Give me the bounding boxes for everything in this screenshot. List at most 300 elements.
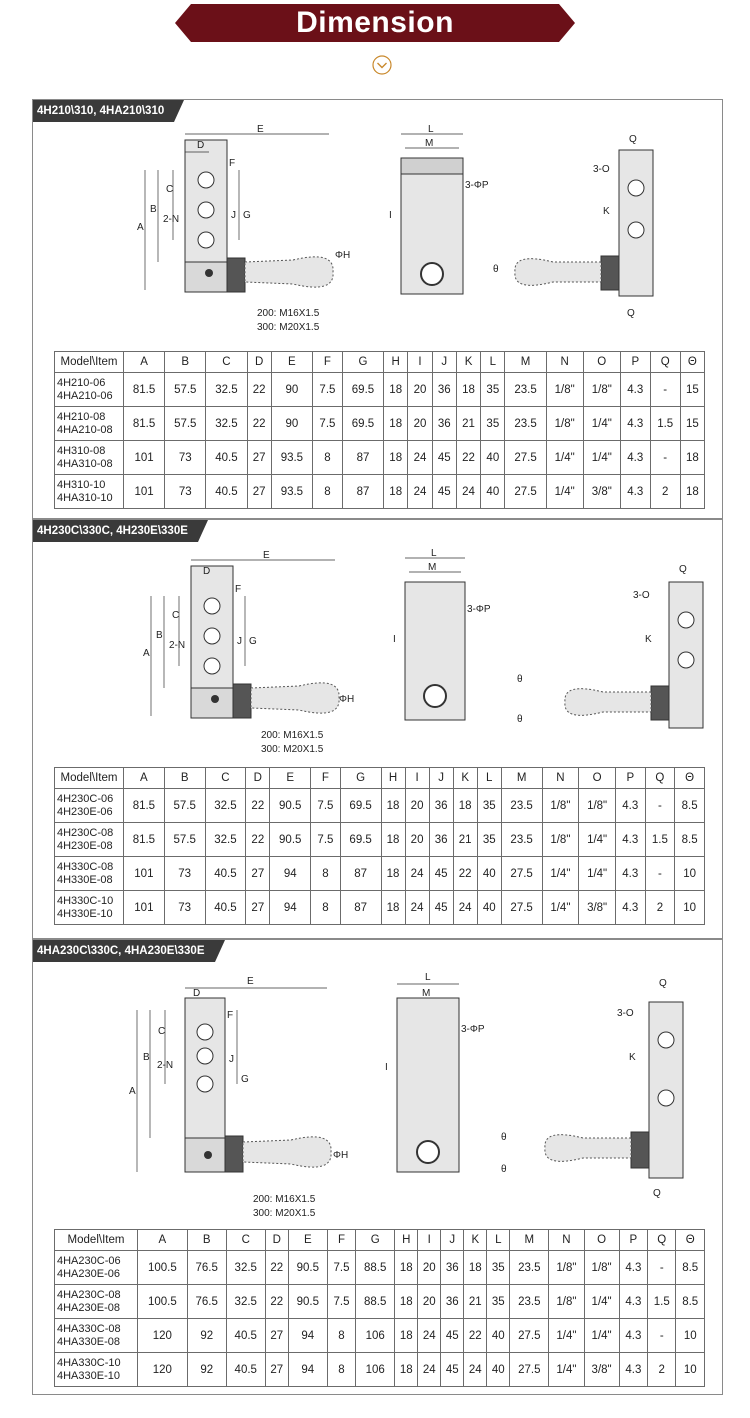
table-cell: 120 [138, 1319, 188, 1353]
col-header: K [456, 352, 480, 373]
table-cell: 24 [405, 891, 429, 925]
table-cell: 7.5 [311, 789, 341, 823]
table-cell: - [648, 1319, 676, 1353]
right-view [565, 582, 703, 728]
table-cell: - [650, 373, 680, 407]
table-cell: 4.3 [615, 891, 645, 925]
table-cell: 8.5 [675, 823, 705, 857]
dim-k: K [629, 1052, 636, 1063]
col-header: M [505, 352, 546, 373]
right-view [545, 1002, 683, 1178]
table-cell: 106 [356, 1319, 395, 1353]
table-cell: 27 [265, 1319, 288, 1353]
table-cell: 35 [481, 407, 505, 441]
table-cell: 1/4" [579, 823, 616, 857]
table-cell: 45 [441, 1319, 464, 1353]
dim-m: M [422, 988, 431, 999]
col-header: E [270, 768, 311, 789]
col-header: G [342, 352, 383, 373]
dim-h: ΦH [333, 1150, 349, 1161]
col-header: E [271, 352, 312, 373]
table-cell: 24 [408, 441, 432, 475]
table-cell: 8 [327, 1353, 355, 1387]
table-cell: 10 [676, 1319, 705, 1353]
col-header: N [542, 768, 579, 789]
model-cell: 4H210-06 4HA210-06 [55, 373, 124, 407]
table-cell: 18 [384, 475, 408, 509]
table-cell: 27 [265, 1353, 288, 1387]
table-cell: 100.5 [138, 1285, 188, 1319]
table-cell: 1/4" [542, 891, 579, 925]
page-title: Dimension [296, 6, 454, 39]
table-cell: 1.5 [650, 407, 680, 441]
table-cell: 120 [138, 1353, 188, 1387]
table-cell: 4.3 [615, 823, 645, 857]
table-cell: 4.3 [615, 857, 645, 891]
col-header: L [477, 768, 501, 789]
table-cell: 90 [271, 373, 312, 407]
table-cell: 24 [464, 1353, 487, 1387]
dim-g: G [249, 636, 257, 647]
dim-k: K [645, 634, 652, 645]
table-cell: 40 [477, 857, 501, 891]
table-cell: 3/8" [583, 475, 620, 509]
table-cell: 8.5 [675, 789, 705, 823]
table-cell: 4.3 [619, 1353, 647, 1387]
table-row [55, 823, 705, 857]
model-cell: 4H210-08 4HA210-08 [55, 407, 124, 441]
table-cell: 90.5 [270, 823, 311, 857]
table-cell: 40.5 [206, 441, 247, 475]
table-cell: 18 [453, 789, 477, 823]
table-cell: 45 [441, 1353, 464, 1387]
table-cell: 18 [384, 441, 408, 475]
table-cell: 20 [408, 373, 432, 407]
table-cell: 18 [384, 373, 408, 407]
col-header: B [165, 352, 206, 373]
table-cell: - [645, 857, 675, 891]
table-cell: 1/4" [546, 441, 583, 475]
table-cell: 87 [342, 475, 383, 509]
table-cell: 45 [429, 857, 453, 891]
dim-j: J [231, 210, 236, 221]
col-header: A [124, 352, 165, 373]
table-header-row [55, 768, 705, 789]
table-cell: 15 [680, 373, 704, 407]
table-cell: 1/4" [584, 1285, 619, 1319]
table-cell: 20 [408, 407, 432, 441]
dim-h: ΦH [339, 694, 355, 705]
dim-3o: 3-O [593, 164, 610, 175]
col-header: J [432, 352, 456, 373]
model-cell: 4H330C-08 4H330E-08 [55, 857, 124, 891]
section-tag: 4H210\310, 4HA210\310 [33, 100, 174, 122]
table-cell: 21 [456, 407, 480, 441]
table-cell: 22 [456, 441, 480, 475]
dim-2n: 2-N [157, 1060, 174, 1071]
table-cell: 40 [477, 891, 501, 925]
table-cell: 1/8" [546, 407, 583, 441]
table-cell: 40.5 [205, 857, 246, 891]
dim-q-top: Q [659, 978, 667, 989]
table-cell: 1/4" [546, 475, 583, 509]
col-header: Q [650, 352, 680, 373]
table-header-row [55, 352, 705, 373]
table-cell: 4.3 [620, 475, 650, 509]
dim-f: F [235, 584, 242, 595]
table-cell: 73 [165, 475, 206, 509]
table-cell: 24 [405, 857, 429, 891]
col-header: M [510, 1230, 549, 1251]
dim-2n: 2-N [169, 640, 186, 651]
table-cell: 22 [246, 789, 270, 823]
thread-label-200: 200: M16X1.5 [257, 308, 320, 319]
table-cell: 69.5 [340, 789, 381, 823]
table-cell: 7.5 [311, 823, 341, 857]
model-cell: 4HA230C-06 4HA230E-06 [55, 1251, 138, 1285]
col-header: G [340, 768, 381, 789]
model-cell: 4HA330C-10 4HA330E-10 [55, 1353, 138, 1387]
table-cell: 1/4" [583, 441, 620, 475]
col-header: N [549, 1230, 584, 1251]
table-cell: 1/8" [583, 373, 620, 407]
table-cell: 36 [429, 823, 453, 857]
dim-f: F [227, 1010, 234, 1021]
table-cell: 69.5 [340, 823, 381, 857]
table-cell: 73 [165, 441, 206, 475]
col-header: E [288, 1230, 327, 1251]
thread-label-200: 200: M16X1.5 [261, 730, 324, 741]
dim-theta: θ [493, 264, 499, 275]
table-cell: 88.5 [356, 1285, 395, 1319]
table-row [55, 1353, 705, 1387]
table-cell: 36 [441, 1251, 464, 1285]
dim-a: A [129, 1086, 136, 1097]
table-cell: 8 [312, 475, 342, 509]
table-cell: 24 [408, 475, 432, 509]
table-cell: 101 [124, 475, 165, 509]
table-cell: 57.5 [164, 789, 205, 823]
dim-l: L [428, 124, 434, 135]
col-header: M [501, 768, 542, 789]
col-header: I [408, 352, 432, 373]
thread-label-300: 300: M20X1.5 [253, 1208, 316, 1219]
dim-m: M [425, 138, 434, 149]
table-cell: 18 [384, 407, 408, 441]
section-tag: 4HA230C\330C, 4HA230E\330E [33, 940, 215, 962]
col-header: P [615, 768, 645, 789]
section-4ha230 [32, 939, 723, 1395]
table-cell: 27 [247, 441, 271, 475]
table-cell: 2 [650, 475, 680, 509]
table-cell: 15 [680, 407, 704, 441]
col-header: P [620, 352, 650, 373]
model-cell: 4H310-08 4HA310-08 [55, 441, 124, 475]
table-cell: 24 [418, 1319, 441, 1353]
table-row [55, 373, 705, 407]
table-cell: 88.5 [356, 1251, 395, 1285]
table-cell: 18 [395, 1353, 418, 1387]
table-cell: 45 [432, 441, 456, 475]
table-cell: 35 [487, 1251, 510, 1285]
table-cell: 73 [164, 857, 205, 891]
table-cell: 22 [265, 1285, 288, 1319]
table-cell: 20 [418, 1251, 441, 1285]
thread-label-300: 300: M20X1.5 [257, 322, 320, 333]
section-4h230 [32, 519, 723, 939]
dim-g: G [241, 1074, 249, 1085]
table-cell: 27.5 [505, 475, 546, 509]
table-cell: 93.5 [271, 475, 312, 509]
col-header: P [619, 1230, 647, 1251]
dim-j: J [237, 636, 242, 647]
col-header: H [381, 768, 405, 789]
col-header: N [546, 352, 583, 373]
table-cell: 20 [405, 789, 429, 823]
col-header: C [205, 768, 246, 789]
section-tag: 4H230C\330C, 4H230E\330E [33, 520, 198, 542]
table-cell: 40.5 [205, 891, 246, 925]
table-cell: 27 [247, 475, 271, 509]
table-cell: 40.5 [206, 475, 247, 509]
dim-c: C [158, 1026, 166, 1037]
table-cell: 101 [124, 857, 165, 891]
dim-theta-top: θ [517, 674, 523, 685]
dim-l: L [425, 972, 431, 983]
front-view [137, 988, 331, 1172]
table-cell: 81.5 [124, 789, 165, 823]
table-cell: 1/4" [584, 1319, 619, 1353]
table-cell: 106 [356, 1353, 395, 1387]
col-header: H [384, 352, 408, 373]
dim-h: ΦH [335, 250, 351, 261]
table-cell: 3/8" [584, 1353, 619, 1387]
dim-b: B [156, 630, 163, 641]
table-row [55, 789, 705, 823]
table-cell: 4.3 [619, 1319, 647, 1353]
front-view [145, 134, 333, 292]
table-cell: 1/4" [583, 407, 620, 441]
table-cell: 18 [381, 891, 405, 925]
col-header: I [418, 1230, 441, 1251]
table-cell: 8 [327, 1319, 355, 1353]
dim-q-bottom: Q [627, 308, 635, 319]
dim-c: C [166, 184, 174, 195]
table-cell: 90.5 [288, 1251, 327, 1285]
table-cell: 27.5 [510, 1353, 549, 1387]
table-cell: 90 [271, 407, 312, 441]
table-cell: 1/4" [549, 1319, 584, 1353]
table-cell: 4.3 [620, 373, 650, 407]
table-cell: 8 [311, 891, 341, 925]
table-cell: 4.3 [619, 1251, 647, 1285]
table-cell: 4.3 [620, 441, 650, 475]
table-cell: 57.5 [165, 407, 206, 441]
table-cell: 18 [381, 857, 405, 891]
table-row [55, 1319, 705, 1353]
table-cell: 94 [288, 1319, 327, 1353]
table-cell: 45 [432, 475, 456, 509]
col-header: H [395, 1230, 418, 1251]
table-cell: 23.5 [501, 789, 542, 823]
spec-table [54, 1229, 705, 1387]
dim-a: A [143, 648, 150, 659]
table-cell: 1/8" [549, 1285, 584, 1319]
table-cell: 76.5 [187, 1251, 226, 1285]
table-cell: 4.3 [619, 1285, 647, 1319]
table-cell: 10 [675, 857, 705, 891]
section-4h210 [32, 99, 723, 519]
table-cell: 18 [381, 789, 405, 823]
table-cell: 1/8" [542, 823, 579, 857]
dim-3o: 3-O [617, 1008, 634, 1019]
table-cell: 18 [395, 1285, 418, 1319]
model-cell: 4HA330C-08 4HA330E-08 [55, 1319, 138, 1353]
col-header: D [246, 768, 270, 789]
table-cell: 81.5 [124, 373, 165, 407]
col-header: O [583, 352, 620, 373]
table-cell: 18 [381, 823, 405, 857]
table-cell: 4.3 [615, 789, 645, 823]
dim-3p: 3-ΦP [461, 1024, 485, 1035]
table-cell: 22 [247, 407, 271, 441]
col-header: J [429, 768, 453, 789]
table-cell: 94 [270, 891, 311, 925]
table-cell: 101 [124, 891, 165, 925]
table-cell: 23.5 [501, 823, 542, 857]
table-cell: 20 [418, 1285, 441, 1319]
table-cell: 24 [418, 1353, 441, 1387]
col-header: D [247, 352, 271, 373]
table-cell: - [650, 441, 680, 475]
technical-drawing [33, 542, 724, 767]
col-header: A [124, 768, 165, 789]
dim-3p: 3-ΦP [467, 604, 491, 615]
right-view [515, 150, 653, 296]
col-header: D [265, 1230, 288, 1251]
table-cell: 57.5 [164, 823, 205, 857]
side-view [405, 558, 465, 720]
table-cell: 1/4" [579, 857, 616, 891]
dim-f: F [229, 158, 236, 169]
table-cell: 2 [645, 891, 675, 925]
col-header: C [206, 352, 247, 373]
side-view [401, 134, 463, 294]
table-cell: 18 [464, 1251, 487, 1285]
table-cell: 27.5 [505, 441, 546, 475]
table-cell: 35 [481, 373, 505, 407]
table-row [55, 1285, 705, 1319]
table-cell: 24 [453, 891, 477, 925]
table-cell: 27.5 [510, 1319, 549, 1353]
dim-g: G [243, 210, 251, 221]
table-cell: 20 [405, 823, 429, 857]
table-cell: 32.5 [226, 1251, 265, 1285]
table-cell: 32.5 [205, 823, 246, 857]
table-cell: 10 [675, 891, 705, 925]
table-cell: 7.5 [327, 1285, 355, 1319]
table-cell: 81.5 [124, 407, 165, 441]
dim-q-bottom: Q [653, 1188, 661, 1199]
table-cell: 23.5 [505, 407, 546, 441]
table-header-row [55, 1230, 705, 1251]
col-header: A [138, 1230, 188, 1251]
col-header: Q [645, 768, 675, 789]
front-view [151, 560, 339, 718]
table-cell: 40 [481, 475, 505, 509]
technical-drawing [33, 962, 724, 1224]
dim-b: B [150, 204, 157, 215]
table-cell: 90.5 [270, 789, 311, 823]
dim-q-top: Q [679, 564, 687, 575]
table-cell: 1/8" [579, 789, 616, 823]
table-cell: 87 [340, 857, 381, 891]
table-cell: 8.5 [676, 1285, 705, 1319]
model-cell: 4H230C-08 4H230E-08 [55, 823, 124, 857]
table-cell: 32.5 [226, 1285, 265, 1319]
col-header: L [487, 1230, 510, 1251]
table-cell: 1/4" [542, 857, 579, 891]
table-cell: 21 [464, 1285, 487, 1319]
dim-j: J [229, 1054, 234, 1065]
dim-l: L [431, 548, 437, 559]
table-cell: 18 [680, 441, 704, 475]
table-cell: 8 [312, 441, 342, 475]
table-cell: 81.5 [124, 823, 165, 857]
col-header: F [312, 352, 342, 373]
dim-d: D [197, 140, 205, 151]
col-header: Θ [676, 1230, 705, 1251]
col-header: G [356, 1230, 395, 1251]
table-cell: 7.5 [312, 407, 342, 441]
table-cell: 27 [246, 857, 270, 891]
thread-label-300: 300: M20X1.5 [261, 744, 324, 755]
table-row [55, 857, 705, 891]
table-cell: 69.5 [342, 407, 383, 441]
table-cell: 36 [432, 407, 456, 441]
table-cell: 8.5 [676, 1251, 705, 1285]
model-cell: 4H310-10 4HA310-10 [55, 475, 124, 509]
table-cell: 24 [456, 475, 480, 509]
table-cell: 18 [456, 373, 480, 407]
table-cell: 1/8" [546, 373, 583, 407]
table-cell: 1/8" [542, 789, 579, 823]
table-cell: 23.5 [505, 373, 546, 407]
table-cell: 94 [288, 1353, 327, 1387]
table-row [55, 475, 705, 509]
side-view [397, 984, 459, 1172]
table-cell: 1.5 [648, 1285, 676, 1319]
table-cell: 1/8" [584, 1251, 619, 1285]
table-cell: 23.5 [510, 1285, 549, 1319]
table-cell: 36 [432, 373, 456, 407]
col-header: O [579, 768, 616, 789]
table-cell: 87 [340, 891, 381, 925]
dim-i: I [389, 210, 392, 221]
table-cell: 2 [648, 1353, 676, 1387]
col-header: Model\Item [55, 768, 124, 789]
dim-q-top: Q [629, 134, 637, 145]
table-cell: 27 [246, 891, 270, 925]
table-cell: 69.5 [342, 373, 383, 407]
table-cell: 18 [395, 1251, 418, 1285]
col-header: B [187, 1230, 226, 1251]
col-header: Q [648, 1230, 676, 1251]
dim-2n: 2-N [163, 214, 180, 225]
table-cell: 23.5 [510, 1251, 549, 1285]
col-header: B [164, 768, 205, 789]
spec-table [54, 767, 705, 925]
